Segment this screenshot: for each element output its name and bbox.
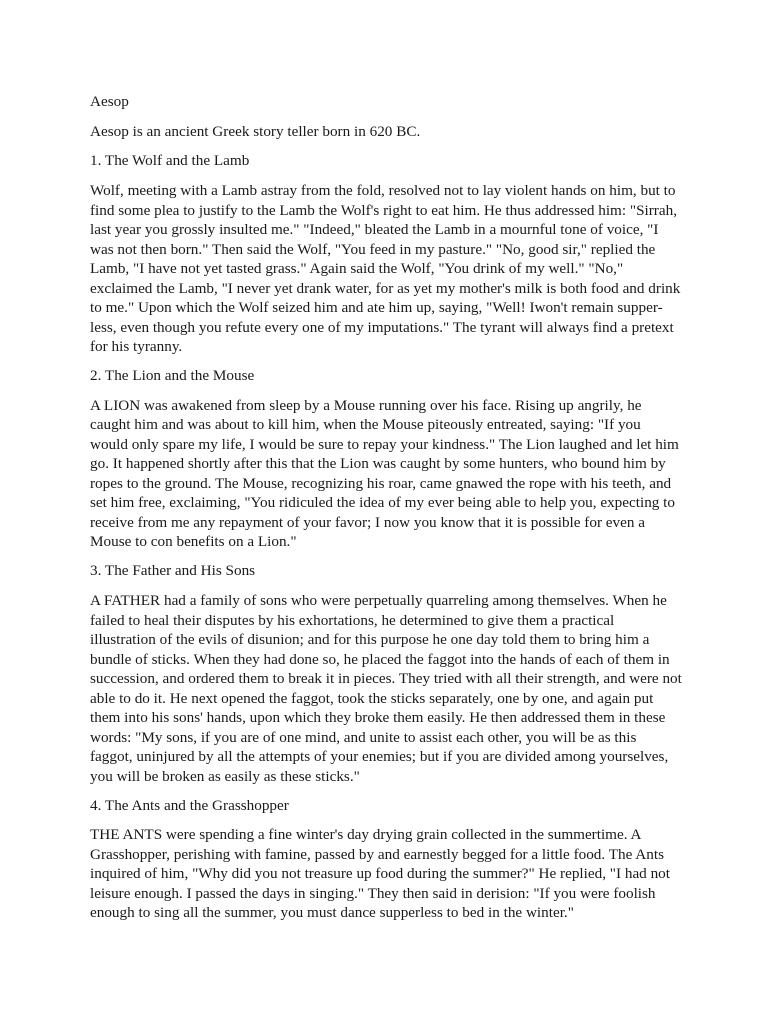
fable-text-ants-and-grasshopper: THE ANTS were spending a fine winter's day drying grain collected in the summertime. A Grasshopper, perishing with famine, passed by and earnestly begged for a little food. The Ants inquired of him, "Why did you not treasure up food during the summer?" He replied, "I had not leisure enough. I passed the days in singing." They then said in derision: "If you were foolish enough to sing all the summer, you must dance supperless to bed in the winter.": [90, 826, 670, 922]
document-page: [90, 92, 682, 933]
fable-heading-ants-and-grasshopper: 4. The Ants and the Grasshopper: [90, 796, 289, 814]
document-title: Aesop: [90, 93, 129, 110]
fable-heading-lion-and-mouse: 2. The Lion and the Mouse: [90, 367, 255, 385]
document-intro: Aesop is an ancient Greek story teller born in 620 BC.: [90, 122, 421, 140]
fable-text-lion-and-mouse: A LION was awakened from sleep by a Mouse running over his face. Rising up angrily, he caught him and was about to kill him, when the Mouse piteously entreated, saying: "If you would only spare my life, I would be sure to repay your kindness." The Lion laughed and let him go. It happened shortly after this that the Lion was caught by some hunters, who bound him by ropes to the ground. The Mouse, recognizing his roar, came gnawed the rope with his teeth, and set him free, exclaiming, "You ridiculed the idea of my ever being able to help you, expecting to receive from me any repayment of your favor; I now you know that it is possible for even a Mouse to con benefits on a Lion.": [90, 396, 679, 551]
fable-text-wolf-and-lamb: Wolf, meeting with a Lamb astray from the fold, resolved not to lay violent hands on him, but to find some plea to justify to the Lamb the Wolf's right to eat him. He thus addressed him: "Sirrah, last year you grossly insulted me." "Indeed," bleated the Lamb in a mournful tone of voice, "I was not then born." Then said the Wolf, "You feed in my pasture." "No, good sir," replied the Lamb, "I have not yet tasted grass." Again said the Wolf, "You drink of my well." "No," exclaimed the Lamb, "I never yet drank water, for as yet my mother's milk is both food and drink to me." Upon which the Wolf seized him and ate him up, saying, "Well! Iwon't remain supper-less, even though you refute every one of my imputations." The tyrant will always find a pretext for his tyranny.: [90, 182, 681, 356]
fable-heading-wolf-and-lamb: 1. The Wolf and the Lamb: [90, 152, 250, 170]
fable-text-father-and-sons: A FATHER had a family of sons who were perpetually quarreling among themselves. When he failed to heal their disputes by his exhortations, he determined to give them a practical illustration of the evils of disunion; and for this purpose he one day told them to bring him a bundle of sticks. When they had done so, he placed the faggot into the hands of each of them in succession, and ordered them to break it in pieces. They tried with all their strength, and were not able to do it. He next opened the faggot, took the sticks separately, one by one, and again put them into his sons' hands, upon which they broke them easily. He then addressed them in these words: "My sons, if you are of one mind, and unite to assist each other, you will be as this faggot, uninjured by all the attempts of your enemies; but if you are divided among yourselves, you will be broken as easily as these sticks.": [90, 592, 682, 785]
fable-heading-father-and-sons: 3. The Father and His Sons: [90, 562, 256, 580]
